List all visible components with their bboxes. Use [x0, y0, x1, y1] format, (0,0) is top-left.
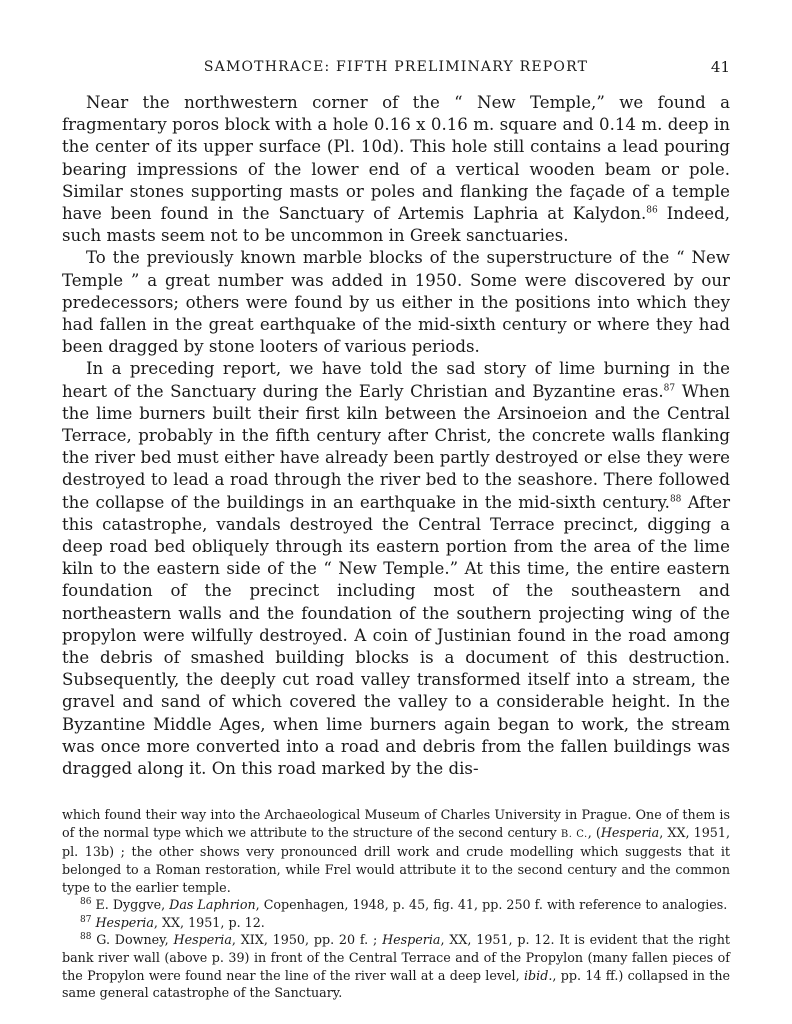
- footnote-88: [62, 931, 730, 1001]
- paragraph-3-text-cont: When the lime burners built their first kiln between the Arsinoeion and the Central Terrace, probably in the fifth century after Christ, the concrete walls flanking the river bed must either have already been partly destroyed or else they were destroyed to lead a road through the river bed to the seashore. There followed the collapse of the buildings in an earthquake in the mid-sixth century.: [62, 381, 730, 512]
- footnote-mark: 87: [80, 914, 92, 925]
- footnote-86: [62, 896, 730, 914]
- footnote-text: , XIX, 1950, pp. 20 f. ;: [231, 932, 383, 948]
- footnote-text-bc: B. C.: [560, 828, 588, 840]
- footnote-journal: Hesperia: [173, 932, 232, 948]
- footnotes: [62, 806, 730, 1002]
- page: [62, 56, 730, 1002]
- page-number: 41: [710, 58, 730, 76]
- footnote-title: Das Laphrion: [169, 897, 256, 913]
- footnote-ref-86: 86: [646, 205, 658, 216]
- paragraph-3-text-end: After this catastrophe, vandals destroyed the Central Terrace precinct, digging a deep road bed obliquely through its eastern portion from the area of the lime kiln to the eastern side of the “ New Temple.” At this time, the entire eastern foundation of the precinct including most of the southeastern and northeastern walls and the foundation of the southern projecting wing of the propylon were wilfully destroyed. A coin of Justinian found in the road among the debris of smashed building blocks is a document of this destruction. Subsequently, the deeply cut road valley transformed itself into a stream, the gravel and sand of which covered the valley to a considerable height. In the Byzantine Middle Ages, when lime burners again began to work, the stream was once more converted into a road and debris from the fallen buildings was dragged along it. On this road marked by the dis-: [62, 492, 730, 779]
- footnote-text: , pp. 14 ff.) collapsed in the same general catastrophe of the Sanctuary.: [62, 967, 730, 1001]
- paragraph-3-text: In a preceding report, we have told the sad story of lime burning in the heart of the Sanctuary during the Early Christian and Byzantine eras.: [62, 359, 730, 401]
- footnote-journal: Hesperia: [600, 824, 660, 840]
- footnote-87: [62, 914, 730, 932]
- footnote-text: G. Downey,: [91, 932, 174, 948]
- footnote-mark: 86: [80, 897, 92, 908]
- footnote-mark: 88: [80, 932, 92, 943]
- paragraph-2: To the previously known marble blocks of the superstructure of the “ New Temple ” a great number was added in 1950. Some were discovered by our predecessors; others were found by us either in the positions into which they had fallen in the great earthquake of the mid-sixth century or where they had been dragged by stone looters of various periods.: [62, 248, 730, 357]
- paragraph-3: [62, 358, 730, 780]
- body-text: [62, 92, 730, 780]
- paragraph-1-text: Near the northwestern corner of the “ New Temple,” we found a fragmentary poros block with a hole 0.16 x 0.16 m. square and 0.14 m. deep in the center of its upper surface (Pl. 10d). This hole still contains a lead pouring bearing impressions of the lower end of a vertical wooden beam or pole. Similar stones supporting masts or poles and flanking the façade of a temple have been found in the Sanctuary of Artemis Laphria at Kalydon.: [62, 93, 730, 224]
- footnote-continuation: [62, 806, 730, 896]
- footnote-ref-87: 87: [663, 383, 676, 394]
- paragraph-1: [62, 92, 730, 247]
- footnote-journal: Hesperia: [382, 932, 441, 948]
- footnote-text: , (: [587, 824, 601, 840]
- footnote-text: E. Dyggve,: [91, 897, 170, 913]
- paragraph-1-text-cont: Indeed, such masts seem not to be uncommon in Greek sanctuaries.: [62, 204, 730, 246]
- footnote-text: , XX, 1951, p. 12. It is evident that the right bank river wall (above p. 39) in front of the Central Terrace and of the Propylon (many fallen pieces of the Propylon were found near the line of the river wall at a deep level,: [62, 932, 730, 983]
- footnote-ref-88: 88: [669, 494, 682, 505]
- footnote-text: , Copenhagen, 1948, p. 45, fig. 41, pp. 250 f. with reference to analogies.: [255, 897, 728, 913]
- footnote-text: which found their way into the Archaeological Museum of Charles University in Prague. One of them is of the normal type which we attribute to the structure of the second century: [62, 807, 730, 840]
- page-header: [62, 56, 730, 80]
- footnote-journal: Hesperia: [91, 914, 154, 930]
- footnote-ibid: ibid.: [523, 967, 553, 983]
- footnote-text: , XX, 1951, p. 12.: [153, 914, 265, 930]
- running-head: SAMOTHRACE: FIFTH PRELIMINARY REPORT: [203, 59, 589, 75]
- footnote-text: , XX, 1951, pl. 13b) ; the other shows very pronounced drill work and crude modelling which suggests that it belonged to a Roman restoration, while Frel would attribute it to the second century and the common type to the earlier temple.: [62, 824, 730, 895]
